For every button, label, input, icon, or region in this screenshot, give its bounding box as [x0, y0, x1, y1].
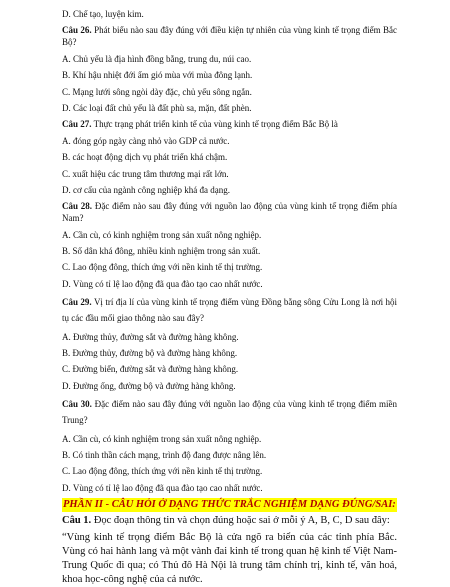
option-a: A. Chủ yếu là địa hình đồng bằng, trung du, núi cao.: [62, 53, 252, 64]
option-a: A. Cần cù, có kinh nghiệm trong sản xuất nông nghiệp.: [62, 229, 262, 240]
option-b: B. Đường thủy, đường bộ và đường hàng không.: [62, 348, 238, 359]
question-label: Câu 27.: [62, 119, 92, 130]
option-d: D. Vùng có tỉ lệ lao động đã qua đào tạo cao nhất nước.: [62, 278, 263, 289]
option-b: B. Số dân khá đông, nhiều kinh nghiệm trong sản xuất.: [62, 246, 261, 257]
option-b: B. các hoạt động dịch vụ phát triển khá chậm.: [62, 152, 228, 163]
option-d: D. Đường ống, đường bộ và đường hàng không.: [62, 380, 236, 391]
option-d: D. cơ cấu của ngành công nghiệp khá đa dạng.: [62, 184, 230, 195]
question-text: Đặc điểm nào sau đây đúng với nguồn lao động của vùng kinh tế trọng điểm phía Nam?: [62, 201, 397, 224]
question-text: Thực trạng phát triển kinh tế của vùng kinh tế trọng điểm Bắc Bộ là: [93, 119, 338, 130]
section-heading: PHẦN II - CÂU HỎI Ở DẠNG THỨC TRẮC NGHIỆM DẠNG ĐÚNG/SAI:: [63, 498, 396, 510]
option-b: B. Có tinh thần cách mạng, trình độ đang được nâng lên.: [62, 449, 267, 460]
question-text: Vị trí địa lí của vùng kinh tế trọng điểm vùng Đồng bằng sông Cửu Long là nơi hội tụ các đầu mối giao thông nào sau đây?: [62, 297, 397, 324]
option-c: C. Mạng lưới sông ngòi dày đặc, chủ yếu sông ngắn.: [62, 86, 252, 97]
option-d: D. Các loại đất chủ yếu là đất phù sa, mặn, đất phèn.: [62, 102, 252, 113]
option-c: C. xuất hiệu các trung tâm thương mại rất lớn.: [62, 168, 229, 179]
option-c: C. Đường biển, đường sắt và đường hàng không.: [62, 364, 239, 375]
question-label: Câu 28.: [62, 201, 93, 212]
question-26: [62, 24, 397, 48]
question-1: [62, 514, 397, 528]
question-text: Đặc điểm nào sau đây đúng với nguồn lao động của vùng kinh tế trọng điểm miền Trung?: [62, 399, 398, 426]
question-text: Phát biểu nào sau đây đúng với điều kiện tự nhiên của vùng kinh tế trọng điểm Bắc Bộ?: [62, 25, 397, 48]
question-label: Câu 29.: [62, 297, 92, 308]
option-c: C. Lao động đông, thích ứng với nền kinh tế thị trường.: [62, 466, 263, 477]
reading-passage: “Vùng kinh tế trọng điểm Bắc Bộ là cửa ngõ ra biển của các tỉnh phía Bắc. Vùng có hai hành lang và một vành đai kinh tế trong quan hệ kinh tế Việt Nam-Trung Quốc đi qua; có Thủ đô Hà Nội là trung tâm chính trị, kinh tế, văn hoá, khoa học-công nghệ của cả nước.: [62, 531, 397, 585]
option-c: C. Lao động đông, thích ứng với nền kinh tế thị trường.: [62, 262, 263, 273]
option-d: D. Vùng có tỉ lệ lao động đã qua đào tạo cao nhất nước.: [62, 482, 263, 493]
option-a: A. Đường thủy, đường sắt và đường hàng không.: [62, 331, 239, 342]
question-30: [62, 396, 397, 428]
question-label: Câu 1.: [62, 514, 92, 526]
option-d-prev: D. Chế tạo, luyện kim.: [62, 9, 144, 19]
option-b: B. Khí hậu nhiệt đới ẩm gió mùa với mùa đông lạnh.: [62, 70, 253, 81]
question-label: Câu 30.: [62, 399, 92, 410]
document-page: [62, 8, 397, 587]
option-a: A. đóng góp ngày càng nhỏ vào GDP cả nước.: [62, 135, 230, 146]
option-a: A. Cần cù, có kinh nghiệm trong sản xuất nông nghiệp.: [62, 433, 262, 444]
question-28: [62, 200, 397, 224]
question-label: Câu 26.: [62, 25, 92, 36]
question-text: Đọc đoạn thông tin và chọn đúng hoặc sai ở mỗi ý A, B, C, D sau đây:: [93, 514, 390, 526]
question-29: [62, 294, 397, 326]
question-27: [62, 118, 397, 130]
